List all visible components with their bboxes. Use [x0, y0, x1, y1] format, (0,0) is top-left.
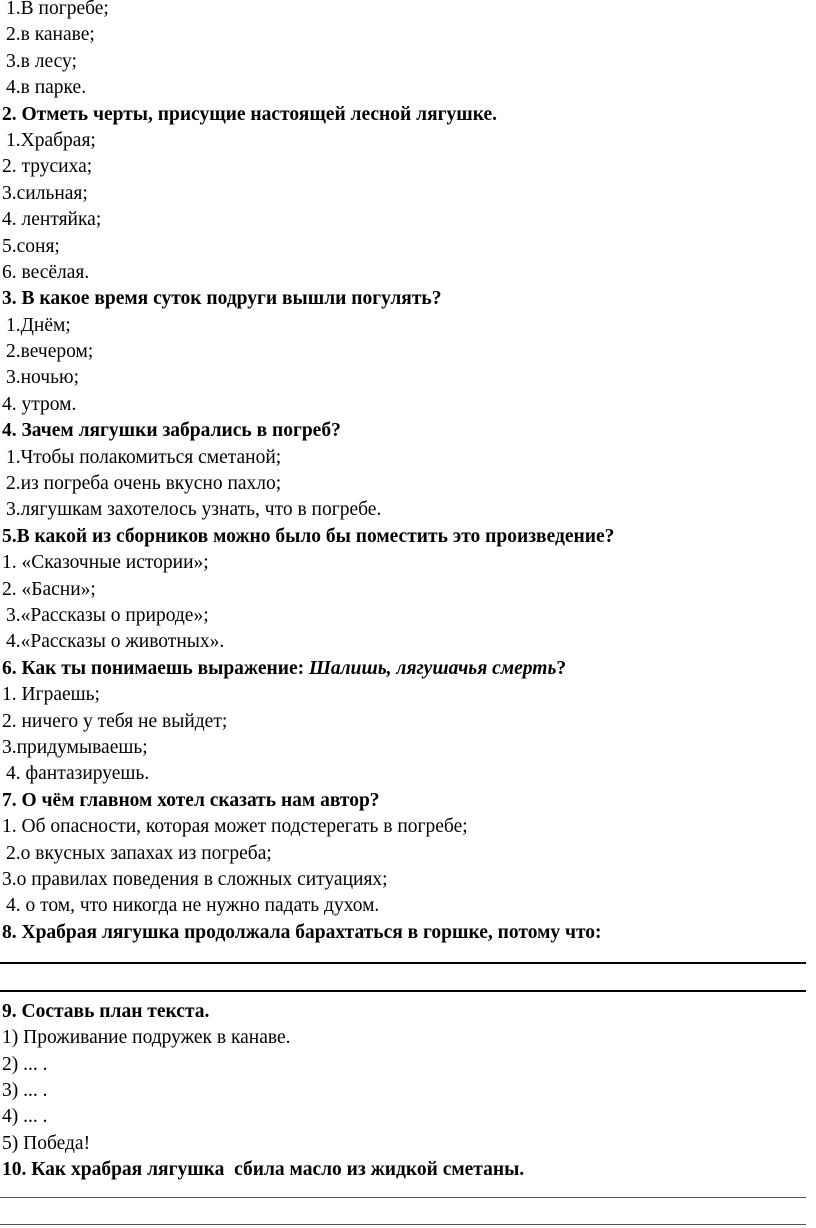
- q5-title: 5.В какой из сборников можно было бы поместить это произведение?: [2, 525, 615, 547]
- q3-title: 3. В какое время суток подруги вышли погулять?: [2, 288, 442, 310]
- q2-option: 4. лентяйка;: [2, 209, 102, 231]
- q2-option: 3.сильная;: [2, 182, 88, 204]
- q9-title: 9. Составь план текста.: [2, 1000, 210, 1022]
- q9-plan-item: 5) Победа!: [2, 1132, 91, 1154]
- q4-option: 2.из погреба очень вкусно пахло;: [6, 473, 282, 495]
- q8-answer-line: [0, 962, 806, 964]
- q7-option: 4. о том, что никогда не нужно падать духом.: [6, 895, 380, 917]
- q6-option: 3.придумываешь;: [2, 736, 148, 758]
- q1-option: 2.в канаве;: [6, 24, 95, 46]
- q10-answer-line: [0, 1224, 806, 1225]
- q6-title-quote: Шалишь, лягушачья смерть: [308, 657, 557, 679]
- q8-title: 8. Храбрая лягушка продолжала барахтаться в горшке, потому что:: [2, 921, 602, 943]
- q2-title: 2. Отметь черты, присущие настоящей лесной лягушке.: [2, 103, 497, 125]
- q2-option: 1.Храбрая;: [6, 129, 96, 151]
- q6-title: [2, 656, 810, 682]
- q9-plan-item: 2) ... .: [2, 1053, 48, 1075]
- q1-option: 1.В погребе;: [6, 0, 109, 19]
- q10-title: 10. Как храбрая лягушка сбила масло из жидкой сметаны.: [2, 1159, 525, 1181]
- q1-option: 3.в лесу;: [6, 50, 77, 72]
- q7-option: 1. Об опасности, которая может подстерегать в погребе;: [2, 816, 468, 838]
- quiz-page: [2, 0, 810, 1184]
- q1-option: 4.в парке.: [6, 77, 87, 99]
- q9-plan-item: 3) ... .: [2, 1080, 48, 1102]
- q4-option: 1.Чтобы полакомиться сметаной;: [6, 446, 282, 468]
- q8-answer-space: [2, 972, 810, 998]
- q6-option: 4. фантазируешь.: [6, 763, 150, 785]
- q6-title-prefix: 6. Как ты понимаешь выражение:: [2, 657, 309, 679]
- q3-option: 4. утром.: [2, 393, 77, 415]
- q7-option: 3.о правилах поведения в сложных ситуациях;: [2, 868, 388, 890]
- q7-option: 2.о вкусных запахах из погреба;: [6, 842, 272, 864]
- q2-option: 2. трусиха;: [2, 156, 93, 178]
- q6-option: 2. ничего у тебя не выйдет;: [2, 710, 228, 732]
- q5-option: 3.«Рассказы о природе»;: [6, 604, 209, 626]
- q4-title: 4. Зачем лягушки забрались в погреб?: [2, 420, 341, 442]
- q8-answer-space: [2, 946, 810, 972]
- q8-answer-line: [0, 990, 806, 992]
- q4-option: 3.лягушкам захотелось узнать, что в погребе.: [6, 499, 382, 521]
- q5-option: 4.«Рассказы о животных».: [6, 631, 225, 653]
- q2-option: 6. весёлая.: [2, 261, 90, 283]
- q6-title-suffix: ?: [556, 657, 567, 679]
- q3-option: 1.Днём;: [6, 314, 71, 336]
- q6-option: 1. Играешь;: [2, 684, 100, 706]
- q3-option: 3.ночью;: [6, 367, 79, 389]
- q5-option: 2. «Басни»;: [2, 578, 96, 600]
- q9-plan-item: 4) ... .: [2, 1106, 48, 1128]
- q3-option: 2.вечером;: [6, 341, 94, 363]
- q5-option: 1. «Сказочные истории»;: [2, 552, 209, 574]
- q7-title: 7. О чём главном хотел сказать нам автор?: [2, 789, 380, 811]
- q2-option: 5.соня;: [2, 235, 60, 257]
- q9-plan-item: 1) Проживание подружек в канаве.: [2, 1027, 291, 1049]
- q10-answer-line: [0, 1197, 806, 1198]
